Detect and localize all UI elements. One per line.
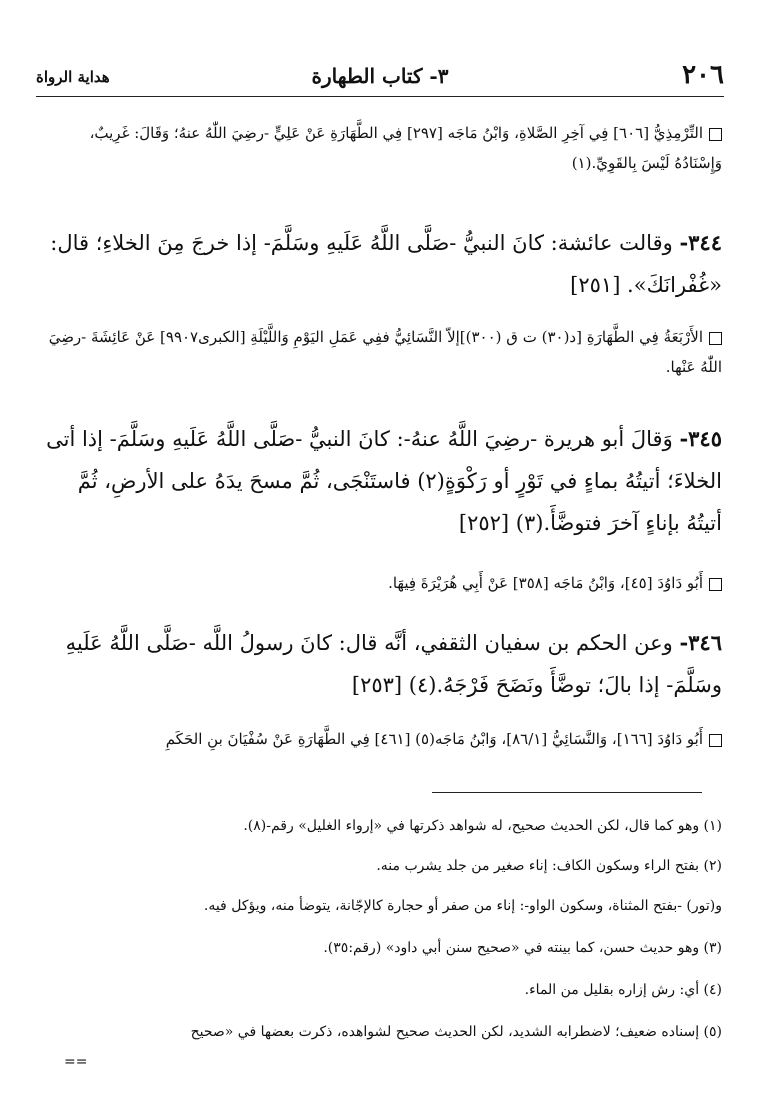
- square-bullet-icon: [709, 578, 722, 591]
- square-bullet-icon: [709, 734, 722, 747]
- footnote-separator: [432, 792, 702, 793]
- hadith-block: [38, 222, 722, 306]
- takhrij-text: الأَرْبَعَةُ فِي الطَّهَارَةِ [د(٣٠) ت ق (٣٠٠)]إلاّ النَّسَائِيُّ ففِي عَمَلِ اليَوْمِ وَاللَّيْلَةِ [الكبرى٩٩٠٧] عَنْ عَائِشَةَ -رضِيَ اللّٰهُ عَنْها.: [48, 328, 722, 376]
- continuation-mark: ==: [64, 1054, 88, 1070]
- hadith-block: [38, 622, 722, 706]
- hadith-text: وقالت عائشة: كانَ النبيُّ -صَلَّى اللَّهُ عَلَيهِ وسَلَّمَ- إذا خرجَ مِنَ الخلاءِ؛ قال: «غُفْرانَكَ». [٢٥١]: [50, 231, 722, 297]
- page-header: [36, 58, 724, 94]
- takhrij-text: أَبُو دَاوُدَ [١٦٦]، وَالنَّسَائِيُّ [٨٦/١]، وَابْنُ مَاجَه(٥) [٤٦١] فِي الطَّهَارَةِ عَنْ سُفْيَانَ بنِ الحَكَمِ: [165, 730, 703, 748]
- takhrij-block: [38, 118, 722, 178]
- square-bullet-icon: [709, 128, 722, 141]
- footnote: (٢) بفتح الراء وسكون الكاف: إناء صغير من جلد يشرب منه.: [376, 858, 722, 874]
- header-rule: [36, 96, 724, 97]
- takhrij-text: أَبُو دَاوُدَ [٤٥]، وَابْنُ مَاجَه [٣٥٨] عَنْ أَبِي هُرَيْرَةَ فِيهَا.: [388, 574, 703, 592]
- hadith-number: ٣٤٤-: [679, 230, 722, 255]
- square-bullet-icon: [709, 332, 722, 345]
- footnote: (٣) وهو حديث حسن، كما بينته في «صحيح سنن أبي داود» (رقم:٣٥).: [323, 940, 722, 956]
- takhrij-text: التِّرْمِذِيُّ [٦٠٦] فِي آخِرِ الصَّلاةِ، وَابْنُ مَاجَه [٢٩٧] فِي الطَّهَارَةِ عَنْ عَلِيٍّ -رضِيَ اللّٰهُ عنهُ؛ وَقَالَ: غَرِيبٌ، وَإِسْنَادُهُ لَيْسَ بِالقَوِيِّ.(١): [89, 124, 722, 172]
- footnote: و(تور) -بفتح المثناة، وسكون الواو-: إناء من صفر أو حجارة كالإجّانة، يتوضأ منه، ويؤكل فيه.: [203, 898, 722, 914]
- takhrij-block: [38, 322, 722, 382]
- hadith-text: وَقالَ أبو هريرة -رضِيَ اللَّهُ عنهُ-: كانَ النبيُّ -صَلَّى اللَّهُ عَلَيهِ وسَلَّمَ- إذا أتى الخلاءَ؛ أتيتُهُ بماءٍ في تَوْرٍ أو رَكْوَةٍ(٢) فاستَنْجَى، ثُمَّ مسحَ يدَهُ على الأرضِ، ثُمَّ أتيتُهُ بإناءٍ آخرَ فتوضَّأَ.(٣) [٢٥٢]: [46, 427, 722, 535]
- book-title: هداية الرواة: [36, 68, 110, 86]
- footnote: (٥) إسناده ضعيف؛ لاضطرابه الشديد، لكن الحديث صحيح لشواهده، ذكرت بعضها في «صحيح: [190, 1024, 722, 1040]
- takhrij-block: [38, 724, 722, 754]
- hadith-number: ٣٤٦-: [679, 630, 722, 655]
- footnote: (٤) أي: رش إزاره بقليل من الماء.: [524, 982, 722, 998]
- hadith-block: [38, 418, 722, 544]
- hadith-text: وعن الحكم بن سفيان الثقفي، أنَّه قال: كانَ رسولُ اللَّه -صَلَّى اللَّهُ عَلَيهِ وسَلَّمَ- إذا بالَ؛ توضَّأَ ونَضَحَ فَرْجَهُ.(٤) [٢٥٣]: [65, 631, 722, 697]
- hadith-number: ٣٤٥-: [679, 426, 722, 451]
- takhrij-block: [38, 568, 722, 598]
- page-number: ٢٠٦: [682, 60, 724, 90]
- chapter-title: ٣- كتاب الطهارة: [311, 64, 449, 88]
- footnote: (١) وهو كما قال، لكن الحديث صحيح، له شواهد ذكرتها في «إرواء الغليل» رقم-(٨).: [243, 818, 722, 834]
